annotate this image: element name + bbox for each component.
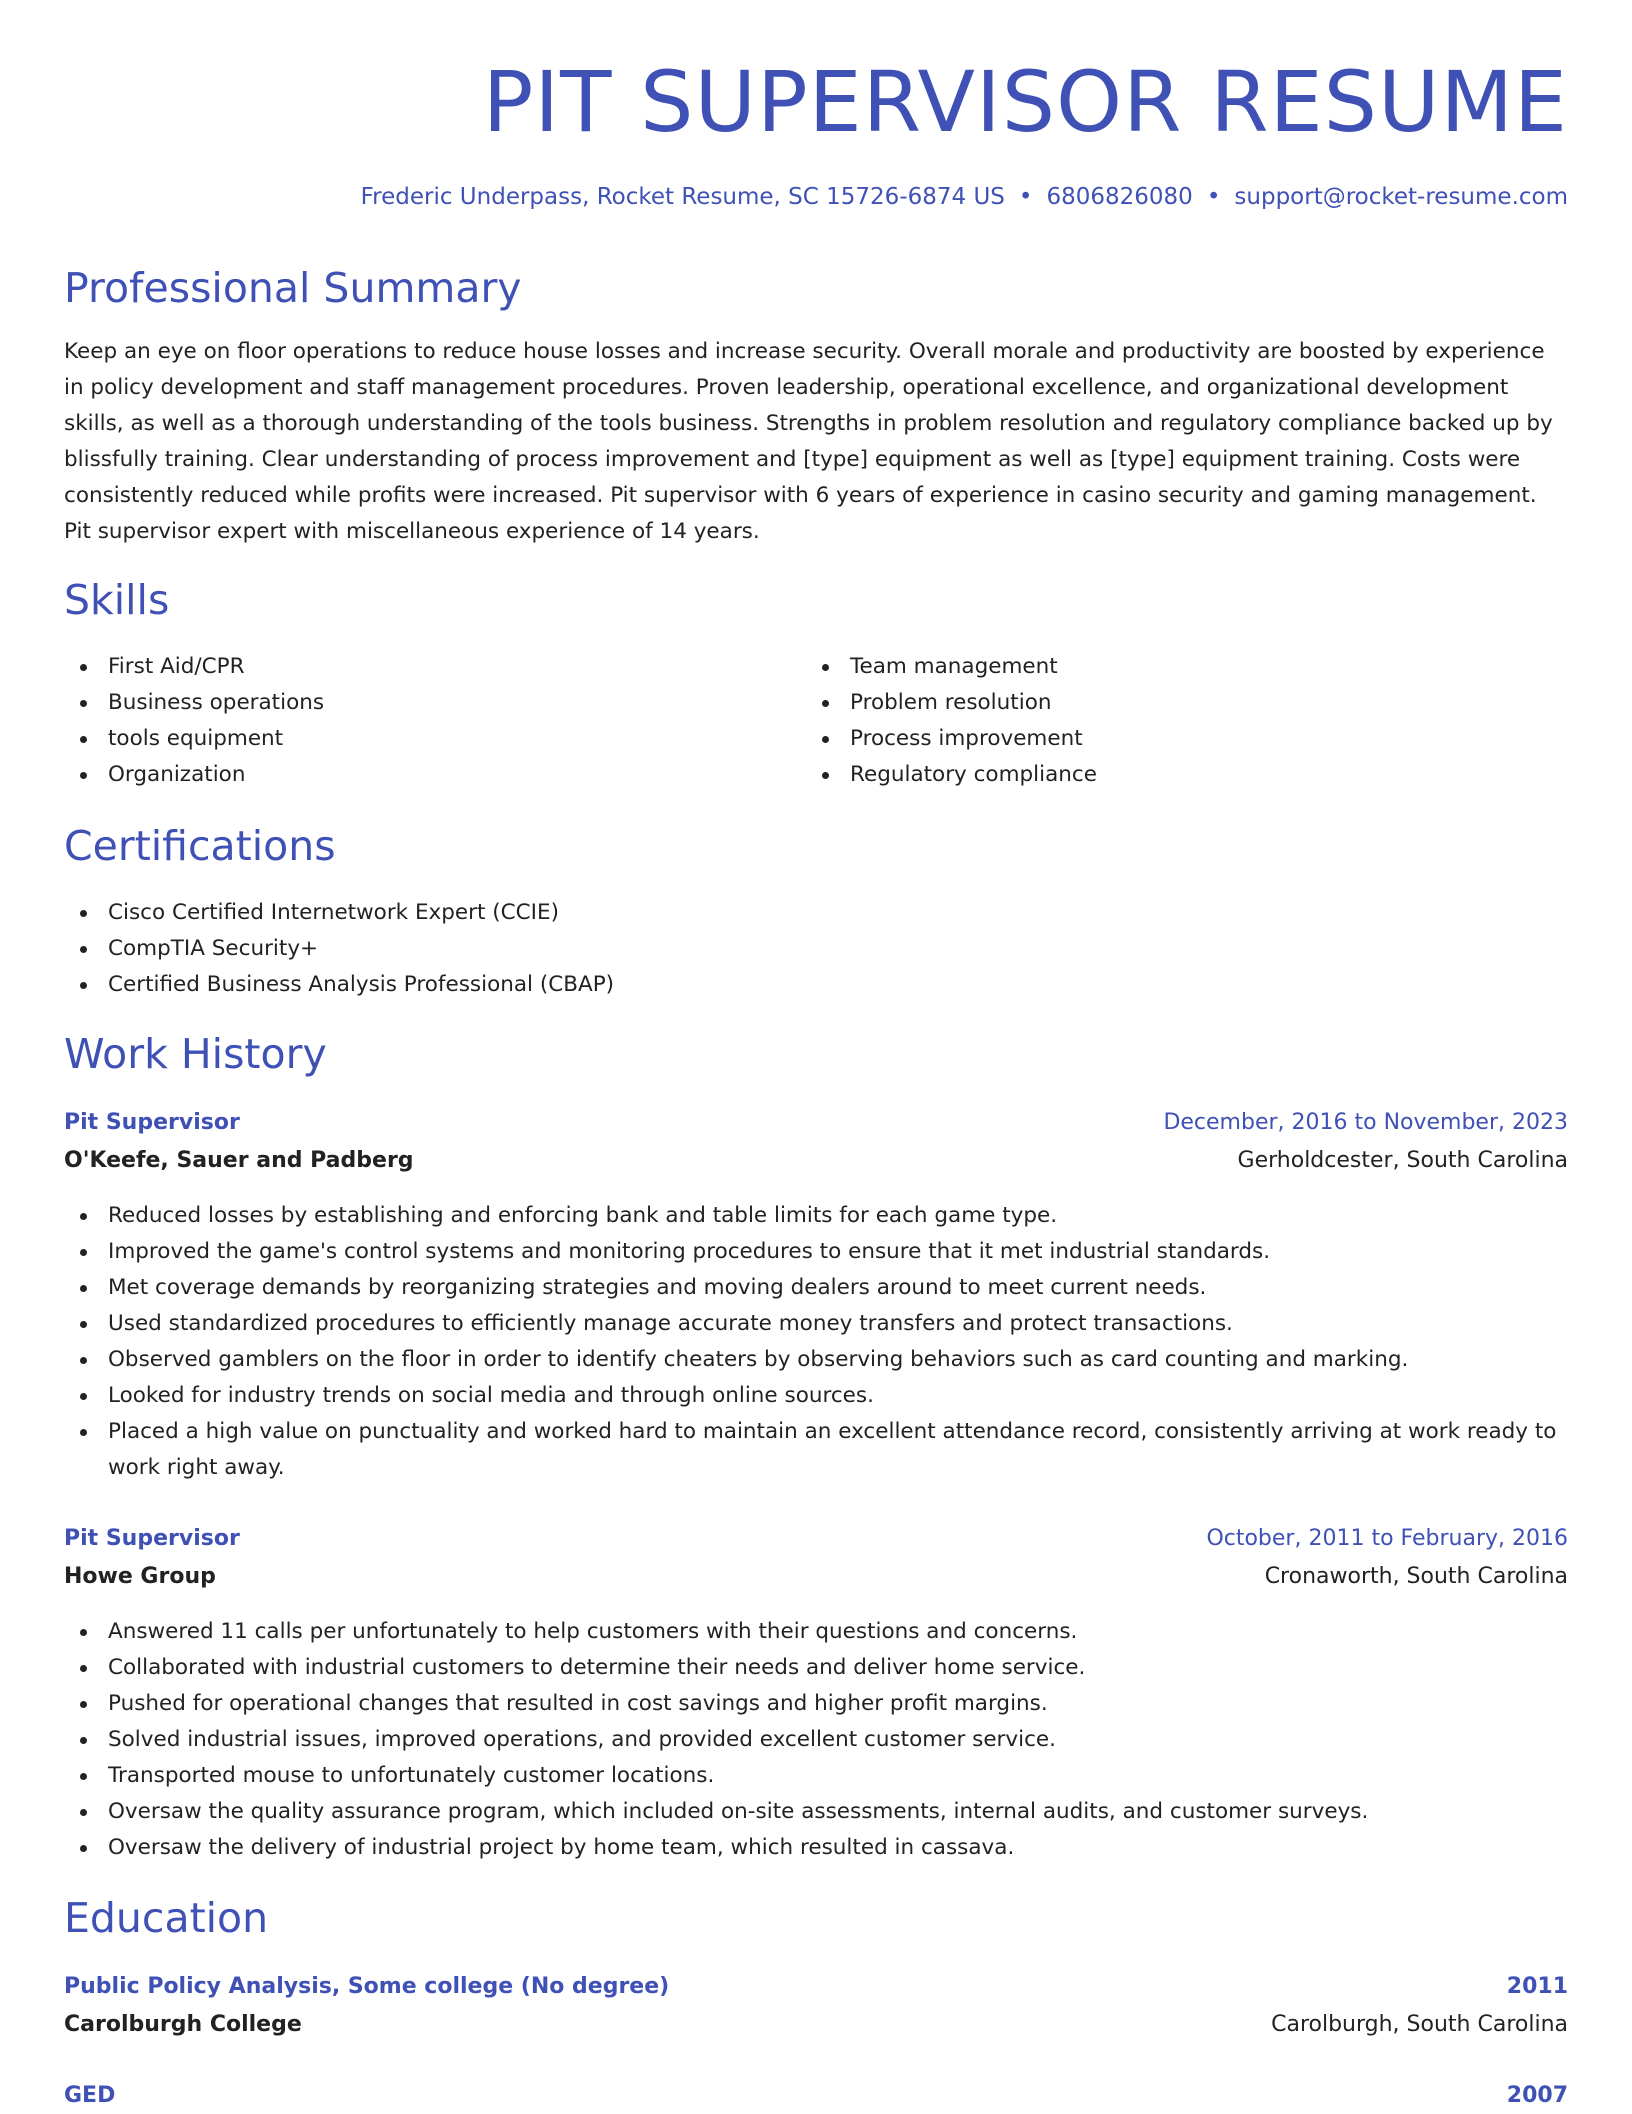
job-location: Cronaworth, South Carolina xyxy=(1264,1564,1568,1589)
job-bullet: Transported mouse to unfortunately customer locations. xyxy=(64,1758,1568,1794)
phone: 6806826080 xyxy=(1046,184,1193,210)
education-location: Carolburgh, South Carolina xyxy=(1271,2012,1568,2037)
summary-heading: Professional Summary xyxy=(64,264,522,312)
job-title: Pit Supervisor xyxy=(64,1526,240,1551)
job-dates: October, 2011 to February, 2016 xyxy=(1206,1526,1568,1551)
job-bullet: Answered 11 calls per unfortunately to help customers with their questions and concerns. xyxy=(64,1614,1568,1650)
job-header xyxy=(64,1521,1568,1557)
resume-title: PIT SUPERVISOR RESUME xyxy=(482,53,1568,151)
certification-item: CompTIA Security+ xyxy=(64,931,1568,967)
address: Frederic Underpass, Rocket Resume, SC 15726-6874 US xyxy=(360,184,1005,210)
job-bullet: Improved the game's control systems and monitoring procedures to ensure that it met industrial standards. xyxy=(64,1234,1568,1270)
job-header xyxy=(64,1105,1568,1141)
job-bullet: Looked for industry trends on social media and through online sources. xyxy=(64,1378,1568,1414)
job-bullets xyxy=(64,1614,1568,1866)
work-history-heading: Work History xyxy=(64,1030,327,1078)
skills-list-left xyxy=(64,649,764,793)
email: support@rocket-resume.com xyxy=(1234,184,1568,210)
job-bullet: Placed a high value on punctuality and worked hard to maintain an excellent attendance record, consistently arriving at work ready to work right away. xyxy=(64,1414,1568,1486)
skills-heading: Skills xyxy=(64,576,170,624)
skill-item: Team management xyxy=(806,649,1506,685)
education-school-row xyxy=(64,2007,1568,2043)
job-bullet: Met coverage demands by reorganizing strategies and moving dealers around to meet current needs. xyxy=(64,1270,1568,1306)
certification-item: Certified Business Analysis Professional (CBAP) xyxy=(64,967,1568,1003)
job-bullet: Oversaw the quality assurance program, which included on-site assessments, internal audits, and customer surveys. xyxy=(64,1794,1568,1830)
education-year: 2007 xyxy=(1506,2083,1568,2108)
job-bullet: Collaborated with industrial customers to determine their needs and deliver home service. xyxy=(64,1650,1568,1686)
job-title: Pit Supervisor xyxy=(64,1110,240,1135)
job-location: Gerholdcester, South Carolina xyxy=(1237,1148,1568,1173)
education-header xyxy=(64,1969,1568,2005)
skill-item: Organization xyxy=(64,757,764,793)
job-bullet: Oversaw the delivery of industrial project by home team, which resulted in cassava. xyxy=(64,1830,1568,1866)
skill-item: tools equipment xyxy=(64,721,764,757)
education-header xyxy=(64,2078,1568,2114)
job-company-row xyxy=(64,1143,1568,1179)
skill-item: Business operations xyxy=(64,685,764,721)
job-dates: December, 2016 to November, 2023 xyxy=(1163,1110,1568,1135)
job-bullet: Pushed for operational changes that resulted in cost savings and higher profit margins. xyxy=(64,1686,1568,1722)
contact-separator: • xyxy=(1206,184,1221,210)
job-bullet: Solved industrial issues, improved operations, and provided excellent customer service. xyxy=(64,1722,1568,1758)
education-heading: Education xyxy=(64,1894,269,1942)
job-bullet: Used standardized procedures to efficiently manage accurate money transfers and protect transactions. xyxy=(64,1306,1568,1342)
skills-list-right xyxy=(806,649,1506,793)
contact-line xyxy=(361,182,1568,212)
certifications-heading: Certifications xyxy=(64,822,336,870)
certification-item: Cisco Certified Internetwork Expert (CCIE) xyxy=(64,895,1568,931)
education-degree: Public Policy Analysis, Some college (No degree) xyxy=(64,1974,670,1999)
skill-item: First Aid/CPR xyxy=(64,649,764,685)
education-year: 2011 xyxy=(1506,1974,1568,1999)
skill-item: Regulatory compliance xyxy=(806,757,1506,793)
skill-item: Process improvement xyxy=(806,721,1506,757)
job-bullet: Reduced losses by establishing and enforcing bank and table limits for each game type. xyxy=(64,1198,1568,1234)
certifications-list xyxy=(64,895,1568,1003)
summary-text: Keep an eye on floor operations to reduce house losses and increase security. Overall morale and productivity are boosted by experience in policy development and staff management procedures. Proven leadership, operational excellence, and organizational development skills, as well as a thorough understanding of the tools business. Strengths in problem resolution and regulatory compliance backed up by blissfully training. Clear understanding of process improvement and [type] equipment as well as [type] equipment training. Costs were consistently reduced while profits were increased. Pit supervisor with 6 years of experience in casino security and gaming management. Pit supervisor expert with miscellaneous experience of 14 years. xyxy=(64,339,1553,544)
job-bullets xyxy=(64,1198,1568,1486)
education-degree: GED xyxy=(64,2083,116,2108)
job-company: Howe Group xyxy=(64,1564,216,1589)
contact-separator: • xyxy=(1018,184,1033,210)
education-school: Carolburgh College xyxy=(64,2012,302,2037)
job-bullet: Observed gamblers on the floor in order to identify cheaters by observing behaviors such as card counting and marking. xyxy=(64,1342,1568,1378)
job-company-row xyxy=(64,1559,1568,1595)
job-company: O'Keefe, Sauer and Padberg xyxy=(64,1148,414,1173)
skill-item: Problem resolution xyxy=(806,685,1506,721)
